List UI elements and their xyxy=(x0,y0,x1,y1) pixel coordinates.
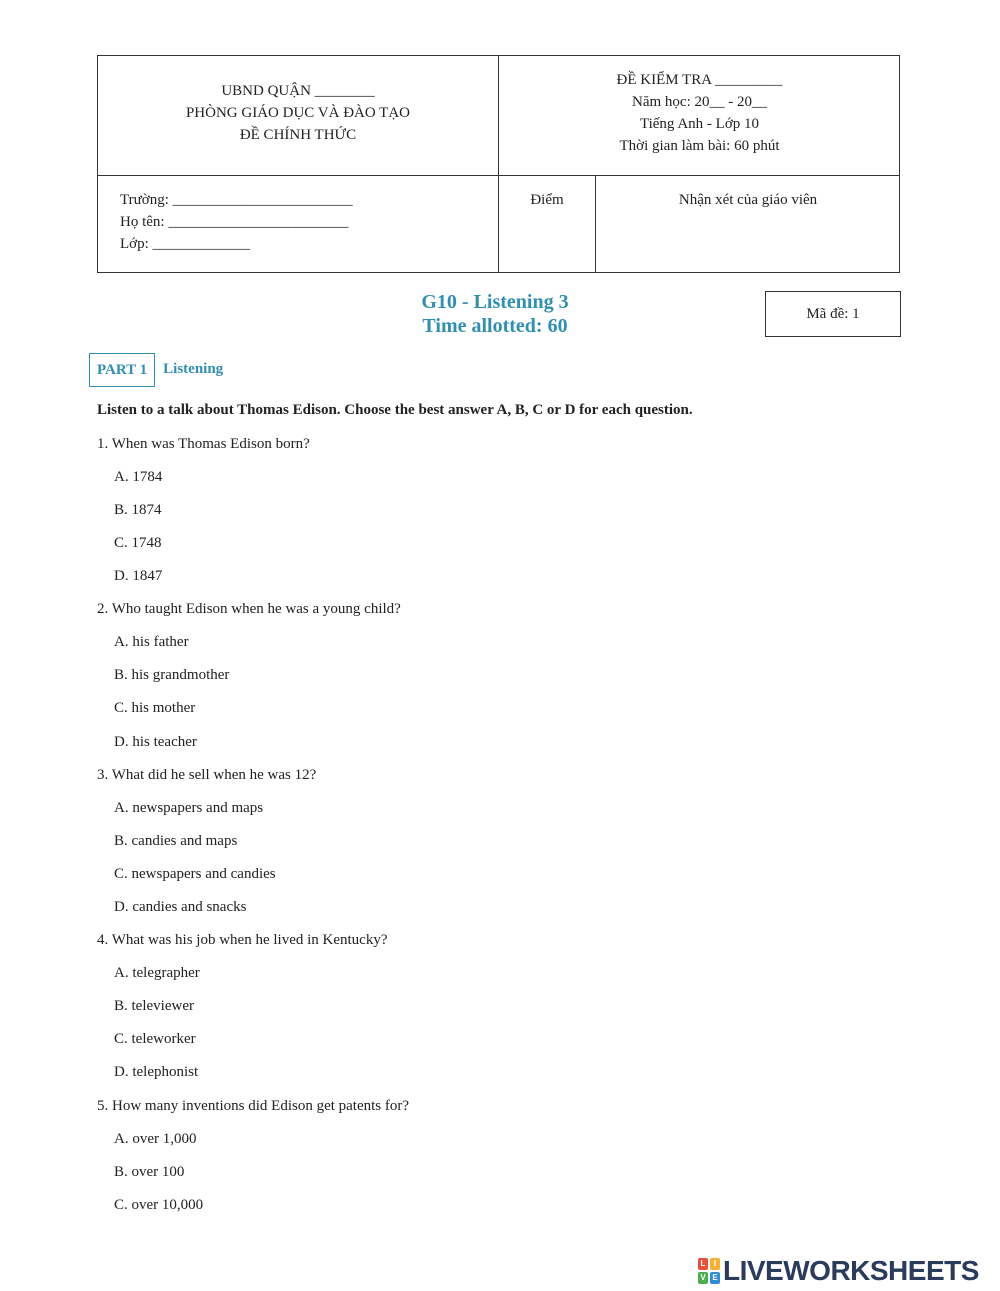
school-authority-cell xyxy=(98,56,499,176)
title-line-1: G10 - Listening 3 xyxy=(421,291,569,313)
official-exam-line: ĐỀ CHÍNH THỨC xyxy=(239,127,357,143)
logo-mark-icon xyxy=(698,1258,720,1284)
q5-option-c[interactable]: C. over 10,000 xyxy=(114,1197,204,1213)
q1-option-a[interactable]: A. 1784 xyxy=(114,469,163,485)
name-field: Họ tên: ________________________ xyxy=(120,214,349,230)
q4-option-c[interactable]: C. teleworker xyxy=(114,1031,196,1047)
subject-line: Tiếng Anh - Lớp 10 xyxy=(639,116,760,132)
instruction-text: Listen to a talk about Thomas Edison. Choose the best answer A, B, C or D for each question. xyxy=(97,402,693,418)
q1-option-d[interactable]: D. 1847 xyxy=(114,568,163,584)
comment-label: Nhận xét của giáo viên xyxy=(678,192,818,208)
part-number: PART 1 xyxy=(89,353,155,387)
question-5: 5. How many inventions did Edison get patents for? xyxy=(97,1098,410,1114)
class-field: Lớp: _____________ xyxy=(120,236,251,252)
score-label: Điểm xyxy=(530,192,564,208)
duration-line: Thời gian làm bài: 60 phút xyxy=(619,138,780,154)
school-field: Trường: ________________________ xyxy=(120,192,353,208)
q3-option-a[interactable]: A. newspapers and maps xyxy=(114,800,264,816)
q3-option-c[interactable]: C. newspapers and candies xyxy=(114,866,276,882)
part-heading xyxy=(89,353,231,387)
q2-option-a[interactable]: A. his father xyxy=(114,634,189,650)
exam-header-table xyxy=(97,55,900,273)
department-line: PHÒNG GIÁO DỤC VÀ ĐÀO TẠO xyxy=(185,105,411,121)
exam-code-box: Mã đề: 1 xyxy=(765,291,901,337)
authority-line: UBND QUẬN ________ xyxy=(221,83,375,99)
logo-text: LIVEWORKSHEETS xyxy=(723,1255,979,1286)
q1-option-b[interactable]: B. 1874 xyxy=(114,502,162,518)
q2-option-b[interactable]: B. his grandmother xyxy=(114,667,230,683)
q5-option-b[interactable]: B. over 100 xyxy=(114,1164,185,1180)
student-info-cell xyxy=(98,176,499,273)
q3-option-b[interactable]: B. candies and maps xyxy=(114,833,238,849)
worksheet-title xyxy=(320,290,670,338)
part-name: Listening xyxy=(163,361,224,377)
question-2: 2. Who taught Edison when he was a young child? xyxy=(97,601,401,617)
q5-option-a[interactable]: A. over 1,000 xyxy=(114,1131,197,1147)
q3-option-d[interactable]: D. candies and snacks xyxy=(114,899,247,915)
logo-tile-v: V xyxy=(698,1272,708,1284)
question-3: 3. What did he sell when he was 12? xyxy=(97,767,317,783)
q2-option-d[interactable]: D. his teacher xyxy=(114,734,197,750)
logo-tile-e: E xyxy=(710,1272,720,1284)
question-1: 1. When was Thomas Edison born? xyxy=(97,436,310,452)
title-line-2: Time allotted: 60 xyxy=(422,315,568,337)
q4-option-a[interactable]: A. telegrapher xyxy=(114,965,200,981)
logo-tile-l: L xyxy=(698,1258,708,1270)
logo-tile-i: I xyxy=(710,1258,720,1270)
school-year-line: Năm học: 20__ - 20__ xyxy=(632,94,767,110)
question-4: 4. What was his job when he lived in Kentucky? xyxy=(97,932,388,948)
exam-info-cell xyxy=(499,56,900,176)
q2-option-c[interactable]: C. his mother xyxy=(114,700,196,716)
exam-name-line: ĐỀ KIỂM TRA _________ xyxy=(616,72,783,88)
liveworksheets-logo xyxy=(698,1256,979,1286)
score-cell xyxy=(499,176,596,273)
q4-option-d[interactable]: D. telephonist xyxy=(114,1064,199,1080)
q1-option-c[interactable]: C. 1748 xyxy=(114,535,162,551)
teacher-comment-cell xyxy=(596,176,900,273)
q4-option-b[interactable]: B. televiewer xyxy=(114,998,194,1014)
